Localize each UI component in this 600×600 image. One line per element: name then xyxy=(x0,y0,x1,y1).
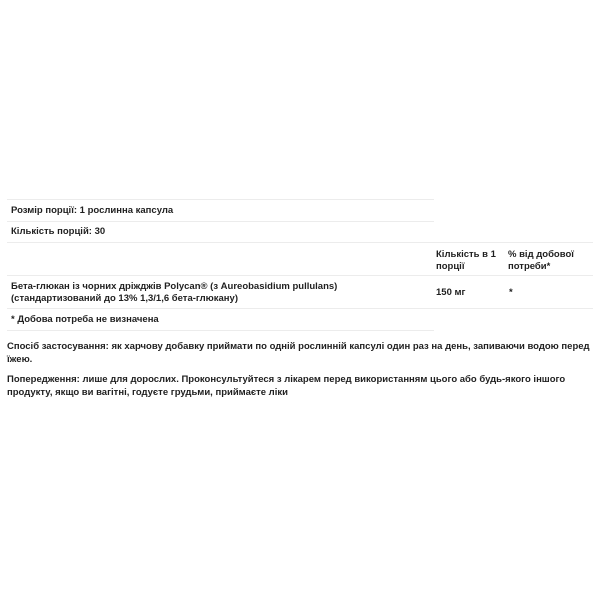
ingredient-amount: 150 мг xyxy=(436,287,466,298)
header-daily-value: % від добової потреби* xyxy=(508,249,574,272)
usage-instructions: Спосіб застосування: як харчову добавку приймати по одній рослинній капсулі один раз на день, запиваючи водою перед їжею. xyxy=(7,341,590,365)
divider xyxy=(7,308,593,309)
ingredient-name: Бета-глюкан із чорних дріжджів Polycan® (з Aureobasidium pullulans) (стандартизований до 13% 1,3/1,6 бета-глюкану) xyxy=(11,281,338,304)
ingredient-daily-value: * xyxy=(509,287,513,298)
warning-text: Попередження: лише для дорослих. Проконсультуйтеся з лікарем перед використанням цього або будь-якого іншого продукту, якщо ви вагітні, годуєте грудьми, приймаєте ліки xyxy=(7,374,566,398)
serving-size: Розмір порції: 1 рослинна капсула xyxy=(11,205,174,216)
serving-count: Кількість порцій: 30 xyxy=(11,226,106,237)
table-top-border xyxy=(7,242,593,243)
divider xyxy=(7,199,434,200)
divider xyxy=(7,221,434,222)
divider xyxy=(7,275,593,276)
header-amount-per-serving: Кількість в 1 порції xyxy=(436,249,496,272)
divider xyxy=(7,330,434,331)
footnote: * Добова потреба не визначена xyxy=(11,314,159,325)
